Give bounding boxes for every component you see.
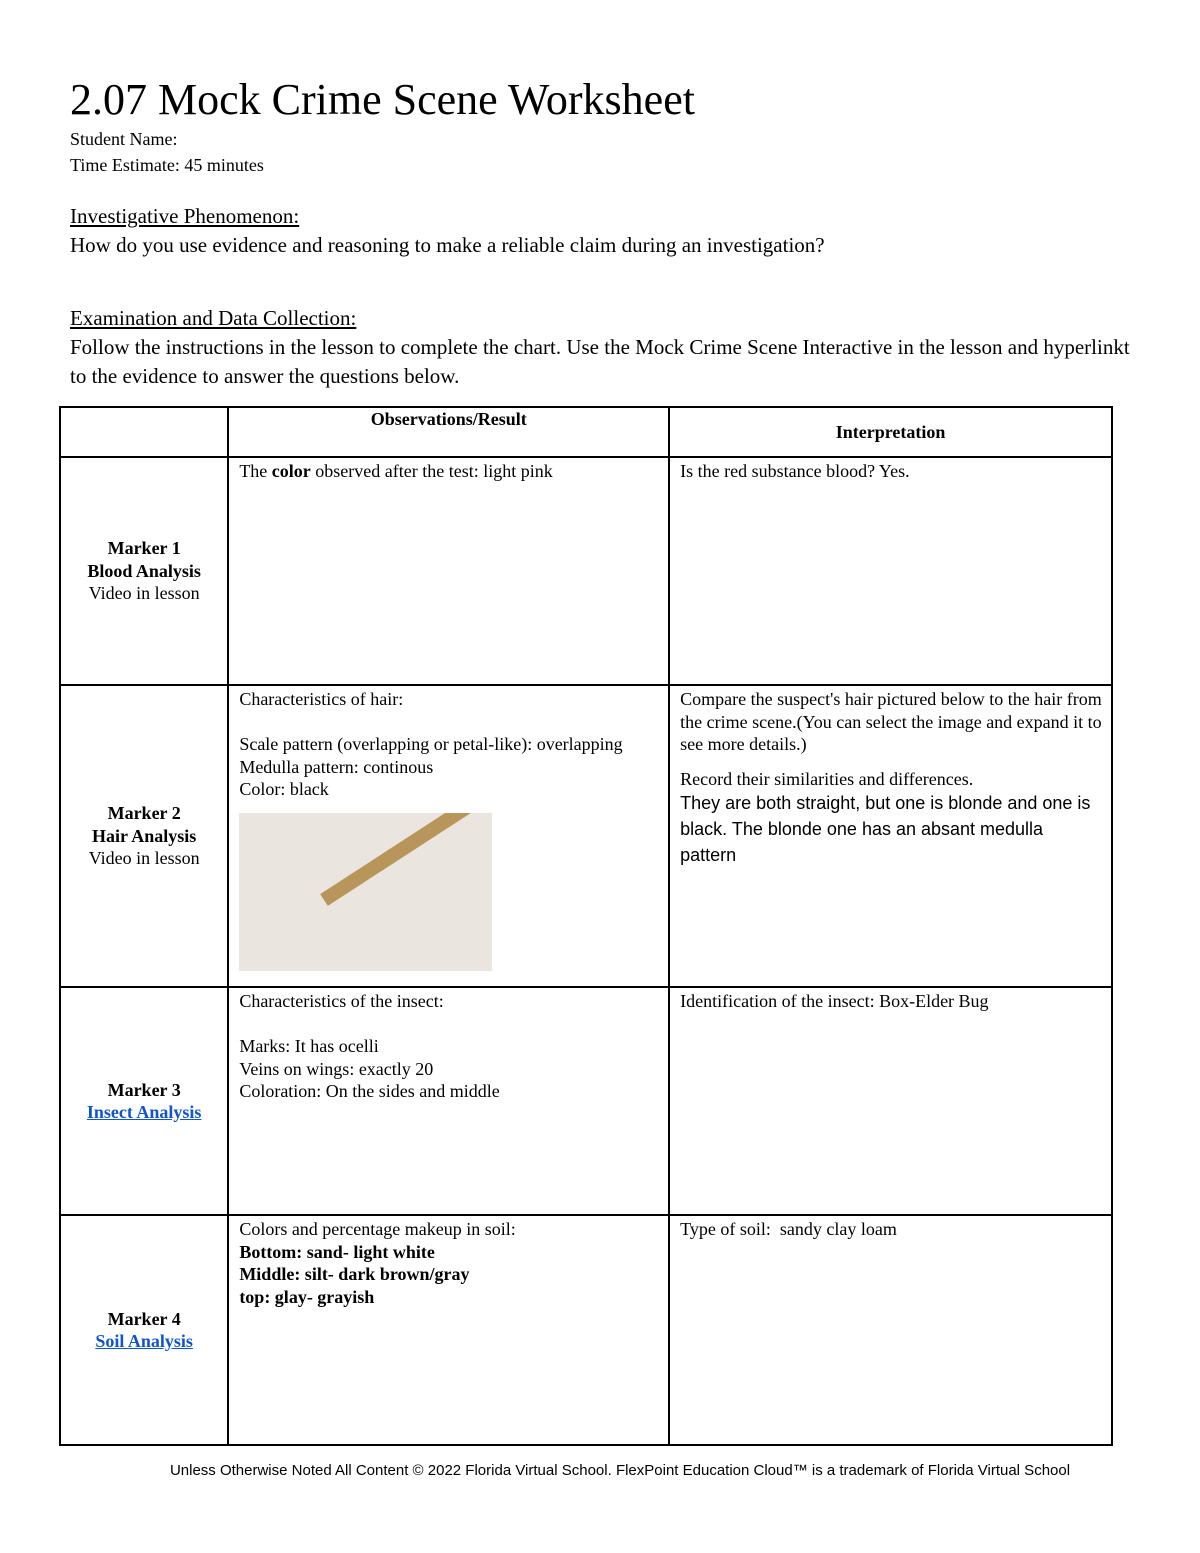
student-name-label: Student Name: xyxy=(70,129,178,149)
marker-1-label: Marker 1 xyxy=(107,538,181,559)
marker-3-obs-line: Marks: It has ocelli xyxy=(239,1036,379,1056)
marker-1-observation xyxy=(228,457,669,685)
marker-4-observation xyxy=(228,1215,669,1445)
marker-1-cell xyxy=(60,457,228,685)
header-empty xyxy=(60,407,228,457)
marker-2-sub: Video in lesson xyxy=(88,848,200,869)
hair-strand xyxy=(321,813,493,906)
marker-1-name: Blood Analysis xyxy=(87,560,201,581)
marker-4-label: Marker 4 xyxy=(107,1308,181,1329)
table-row-marker-3 xyxy=(60,987,1112,1215)
marker-2-name: Hair Analysis xyxy=(92,825,197,846)
marker-2-label: Marker 2 xyxy=(107,803,181,824)
evidence-table xyxy=(59,406,1113,1446)
marker-1-obs-prefix: The xyxy=(239,461,272,481)
marker-1-sub: Video in lesson xyxy=(88,583,200,604)
insect-analysis-link[interactable]: Insect Analysis xyxy=(86,1102,202,1122)
marker-4-obs-line: Bottom: sand- light white xyxy=(239,1241,435,1262)
marker-2-interp-record: Record their similarities and differences. xyxy=(680,768,974,789)
marker-1-obs-bold: color xyxy=(271,461,311,481)
phenomenon-question: How do you use evidence and reasoning to make a reliable claim during an investigation? xyxy=(70,233,825,257)
table-row-marker-4 xyxy=(60,1215,1112,1445)
phenomenon-section xyxy=(70,202,1140,260)
header-interpretation: Interpretation xyxy=(669,407,1112,457)
marker-4-interpretation: Type of soil: sandy clay loam xyxy=(669,1215,1112,1445)
marker-2-interp-prompt: Compare the suspect's hair pictured below to the hair from the crime scene.(You can select the image and expand it to see more details.) xyxy=(680,689,1102,754)
marker-1-obs-suffix: observed after the test: light pink xyxy=(310,461,553,481)
marker-3-obs-line: Coloration: On the sides and middle xyxy=(239,1081,500,1101)
marker-2-interpretation xyxy=(669,685,1112,987)
page-footer: Unless Otherwise Noted All Content © 2022 Florida Virtual School. FlexPoint Education Cloud™ is a trademark of Florida Virtual School xyxy=(169,1462,1071,1479)
table-header-row xyxy=(60,407,1112,457)
marker-2-cell xyxy=(60,685,228,987)
exam-instructions: Follow the instructions in the lesson to complete the chart. Use the Mock Crime Scene Interactive in the lesson and hyperlinkt to the evidence to answer the questions below. xyxy=(70,335,1130,388)
page-title: 2.07 Mock Crime Scene Worksheet xyxy=(70,75,695,124)
exam-section xyxy=(70,304,1140,391)
marker-1-interpretation: Is the red substance blood? Yes. xyxy=(669,457,1112,685)
marker-3-obs-line: Veins on wings: exactly 20 xyxy=(239,1058,434,1079)
marker-4-obs-title: Colors and percentage makeup in soil: xyxy=(239,1219,516,1239)
phenomenon-heading: Investigative Phenomenon: xyxy=(70,204,300,228)
marker-3-obs-title: Characteristics of the insect: xyxy=(239,991,444,1011)
marker-3-interpretation: Identification of the insect: Box-Elder Bug xyxy=(669,987,1112,1215)
hair-sample-image[interactable] xyxy=(239,813,492,971)
marker-3-label: Marker 3 xyxy=(107,1079,181,1100)
marker-2-interp-answer: They are both straight, but one is blonde and one is black. The blonde one has an absant medulla pattern xyxy=(680,793,1091,865)
soil-analysis-link[interactable]: Soil Analysis xyxy=(95,1331,193,1351)
marker-2-obs-line: Scale pattern (overlapping or petal-like): overlapping xyxy=(239,734,623,754)
marker-2-obs-line: Color: black xyxy=(239,779,329,799)
marker-4-cell xyxy=(60,1215,228,1445)
exam-heading: Examination and Data Collection: xyxy=(70,306,357,330)
table-row-marker-1 xyxy=(60,457,1112,685)
table-row-marker-2 xyxy=(60,685,1112,987)
marker-2-obs-title: Characteristics of hair: xyxy=(239,689,404,709)
marker-3-cell xyxy=(60,987,228,1215)
header-observations: Observations/Result xyxy=(228,407,669,457)
marker-4-obs-line: Middle: silt- dark brown/gray xyxy=(239,1264,470,1284)
marker-4-obs-line: top: glay- grayish xyxy=(239,1286,375,1307)
marker-3-observation xyxy=(228,987,669,1215)
marker-2-observation xyxy=(228,685,669,987)
time-estimate: Time Estimate: 45 minutes xyxy=(70,155,264,175)
marker-2-obs-line: Medulla pattern: continous xyxy=(239,756,434,777)
